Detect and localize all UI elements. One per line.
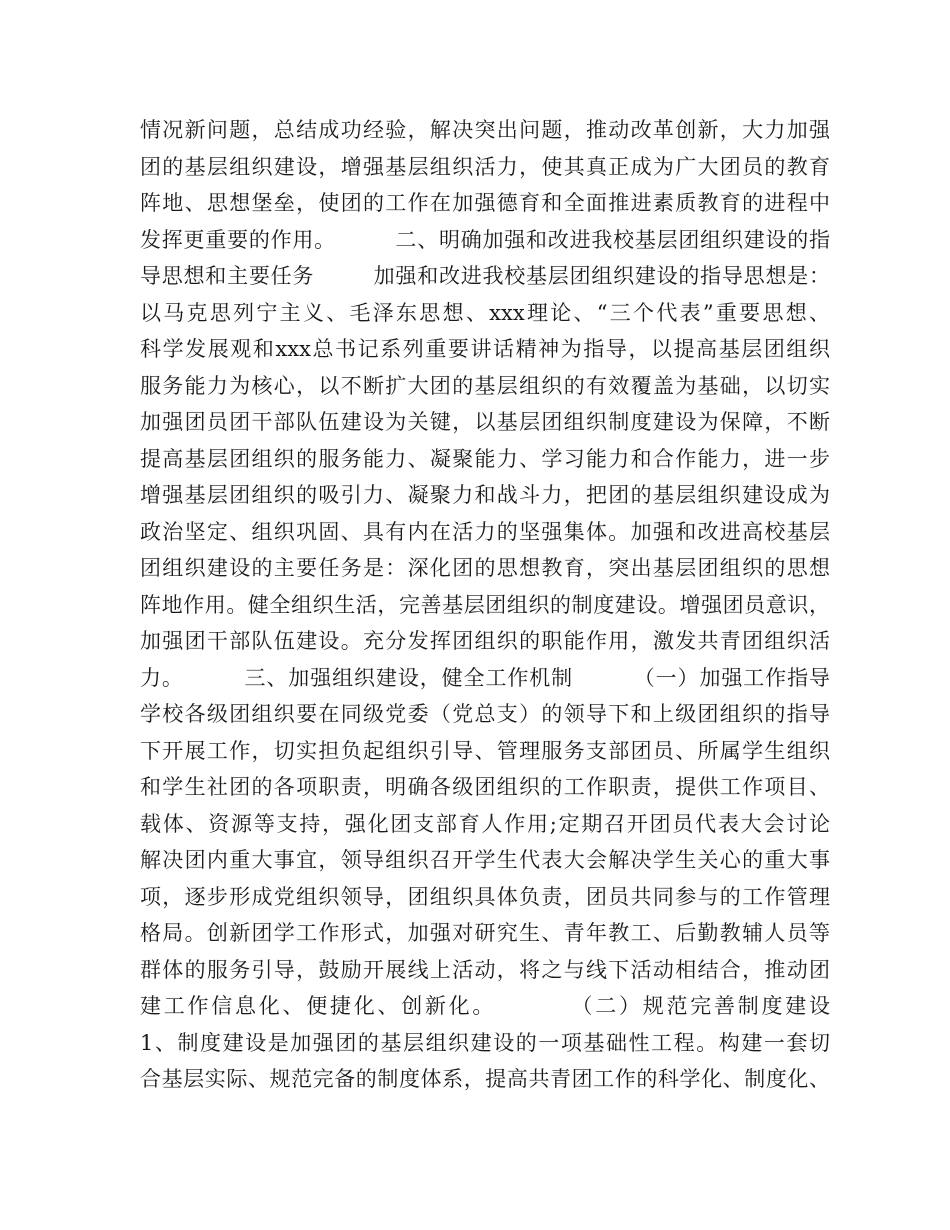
text-line: 增强基层团组织的吸引力、凝聚力和战斗力，把团的基层组织建设成为 [140, 483, 830, 507]
text-line: 发挥更重要的作用。 二、明确加强和改进我校基层团组织建设的指 [140, 227, 830, 252]
text-line: 团组织建设的主要任务是：深化团的思想教育，突出基层团组织的思想 [140, 556, 830, 580]
text-line: 下开展工作，切实担负起组织引导、管理服务支部团员、所属学生组织 [140, 738, 830, 763]
text-line: 项，逐步形成党组织领导，团组织具体负责，团员共同参与的工作管理 [140, 884, 830, 909]
body-text [140, 112, 830, 1098]
text-line: 阵地、思想堡垒，使团的工作在加强德育和全面推进素质教育的进程中 [140, 191, 830, 215]
text-line: 1、制度建设是加强团的基层组织建设的一项基础性工程。构建一套切 [140, 1030, 830, 1055]
text-line: 合基层实际、规范完备的制度体系，提高共青团工作的科学化、制度化、 [140, 1067, 830, 1091]
text-line: 学校各级团组织要在同级党委（党总支）的领导下和上级团组织的指导 [140, 702, 830, 726]
text-line: 提高基层团组织的服务能力、凝聚能力、学习能力和合作能力，进一步 [140, 446, 830, 471]
text-line: 情况新问题，总结成功经验，解决突出问题，推动改革创新，大力加强 [140, 118, 830, 142]
text-line: 政治坚定、组织巩固、具有内在活力的坚强集体。加强和改进高校基层 [140, 519, 830, 544]
text-line: 建工作信息化、便捷化、创新化。 （二）规范完善制度建设 [140, 994, 830, 1018]
text-line: 格局。创新团学工作形式，加强对研究生、青年教工、后勤教辅人员等 [140, 921, 830, 945]
text-line: 力。 三、加强组织建设，健全工作机制 （一）加强工作指导 [140, 665, 830, 690]
text-line: 群体的服务引导，鼓励开展线上活动，将之与线下活动相结合，推动团 [140, 957, 830, 982]
text-line: 导思想和主要任务 加强和改进我校基层团组织建设的指导思想是： [140, 264, 830, 288]
text-line: 载体、资源等支持，强化团支部育人作用;定期召开团员代表大会讨论 [140, 811, 830, 836]
text-line: 团的基层组织建设，增强基层组织活力，使其真正成为广大团员的教育 [140, 154, 830, 179]
text-line: 阵地作用。健全组织生活，完善基层团组织的制度建设。增强团员意识， [140, 592, 830, 617]
text-line: 加强团员团干部队伍建设为关键，以基层团组织制度建设为保障，不断 [140, 410, 830, 434]
text-line: 以马克思列宁主义、毛泽东思想、xxx理论、“三个代表”重要思想、 [140, 300, 830, 325]
text-line: 和学生社团的各项职责，明确各级团组织的工作职责，提供工作项目、 [140, 775, 830, 799]
text-line: 解决团内重大事宜，领导组织召开学生代表大会解决学生关心的重大事 [140, 848, 830, 872]
text-line: 科学发展观和xxx总书记系列重要讲话精神为指导，以提高基层团组织 [140, 337, 830, 361]
text-line: 加强团干部队伍建设。充分发挥团组织的职能作用，激发共青团组织活 [140, 629, 830, 653]
text-line: 服务能力为核心，以不断扩大团的基层组织的有效覆盖为基础，以切实 [140, 373, 830, 398]
